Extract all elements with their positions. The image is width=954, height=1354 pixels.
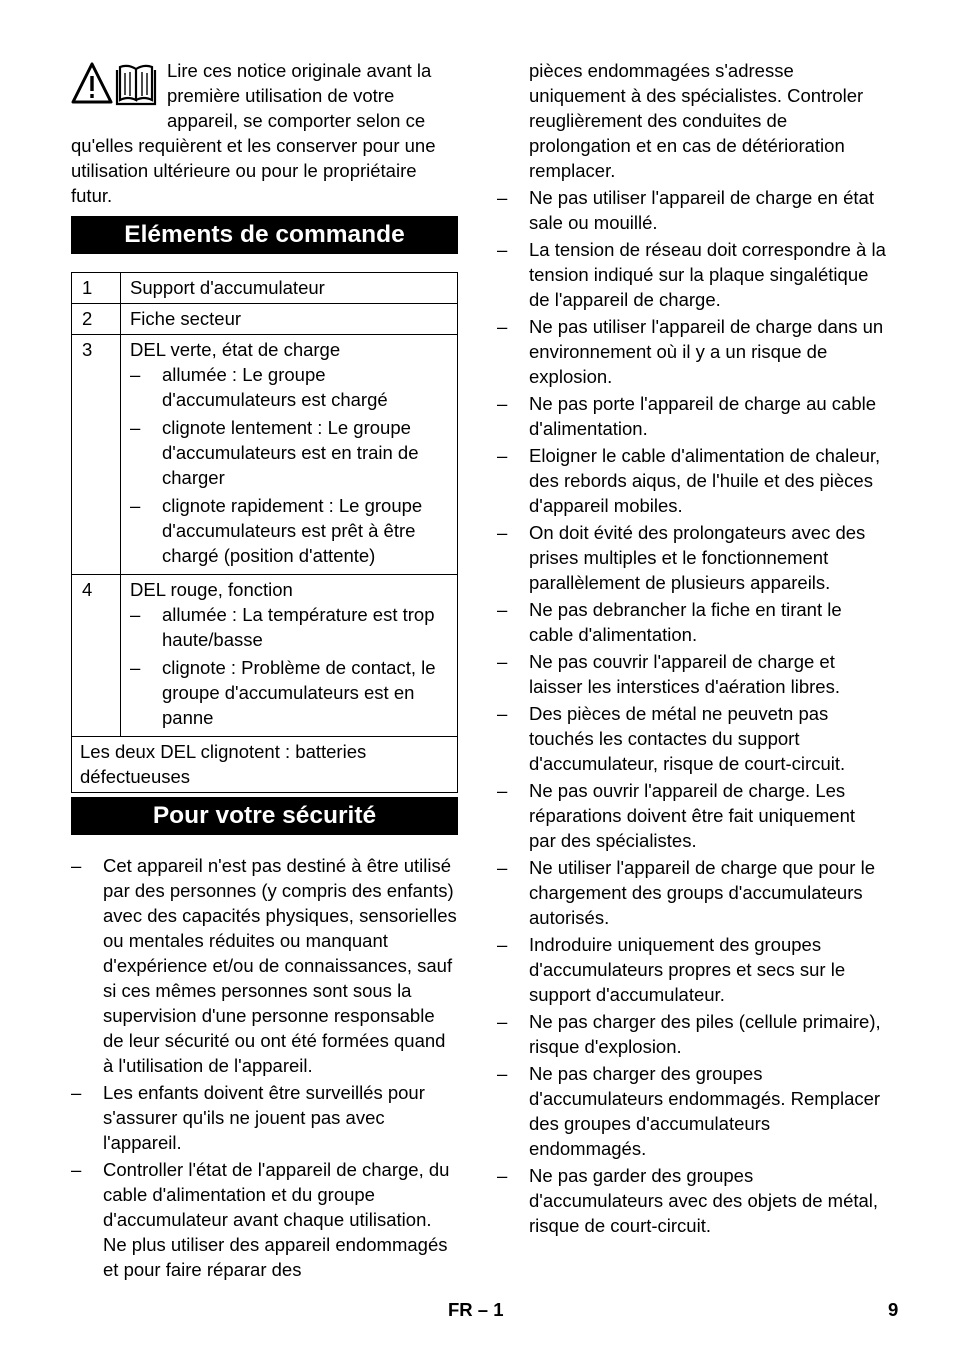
list-item: – Ne pas debrancher la fiche en tirant le cable d'alimentation. <box>497 597 886 647</box>
elements-table <box>71 272 458 793</box>
row-content <box>121 575 458 737</box>
table-row <box>72 335 458 575</box>
list-item: – clignote : Problème de contact, le groupe d'accumulateurs est en panne <box>130 655 453 730</box>
list-item: – Les enfants doivent être surveillés pour s'assurer qu'ils ne jouent pas avec l'appareil. <box>71 1080 458 1155</box>
list-item: – clignote lentement : Le groupe d'accumulateurs est en train de charger <box>130 415 453 490</box>
section-heading-elements: Eléments de commande <box>71 216 458 254</box>
list-item: – Ne pas charger des groupes d'accumulateurs endommagés. Remplacer des groupes d'accumulateurs endommagés. <box>497 1061 886 1161</box>
intro-text: Lire ces notice originale avant la première utilisation de votre appareil, se comporter selon ce qu'elles requièrent et les conserver pour une utilisation ultérieure ou pour le propriétaire futur. <box>71 60 436 206</box>
page-number: 9 <box>888 1299 899 1320</box>
safety-continuation-text: pièces endommagées s'adresse uniquement à des spécialistes. Controler reuglièrement des conduites de prolongation et en cas de détérioration remplacer. <box>529 60 864 181</box>
row-number: 3 <box>72 335 121 575</box>
row-content <box>121 273 458 304</box>
list-item: – On doit évité des prolongateurs avec des prises multiples et le fonctionnement parallèlement de plusieurs appareils. <box>497 520 886 595</box>
table-footer-note: Les deux DEL clignotent : batteries défectueuses <box>72 737 458 793</box>
row-content <box>121 304 458 335</box>
row-label: Fiche secteur <box>130 308 242 329</box>
footer-section-label: FR – 1 <box>448 1299 504 1320</box>
list-item: – Ne pas porte l'appareil de charge au cable d'alimentation. <box>497 391 886 441</box>
manual-book-icon <box>117 66 155 104</box>
list-item: – Ne pas charger des piles (cellule primaire), risque d'explosion. <box>497 1009 886 1059</box>
row-label: DEL rouge, fonction <box>130 579 293 600</box>
table-row <box>72 304 458 335</box>
row-sublist <box>130 362 453 568</box>
list-item: – Controller l'état de l'appareil de charge, du cable d'alimentation et du groupe d'accumulateur avant chaque utilisation. Ne plus utiliser des appareil endommagés et pour faire réparar des <box>71 1157 458 1282</box>
list-item: – Ne pas ouvrir l'appareil de charge. Les réparations doivent être fait uniquement par des spécialistes. <box>497 778 886 853</box>
row-number: 4 <box>72 575 121 737</box>
list-item: – La tension de réseau doit correspondre à la tension indiqué sur la plaque singalétique de l'appareil de charge. <box>497 237 886 312</box>
right-column <box>497 58 886 1240</box>
intro-block <box>71 58 458 208</box>
row-sublist <box>130 602 453 730</box>
list-item: – allumée : La température est trop haute/basse <box>130 602 453 652</box>
list-item: – clignote rapidement : Le groupe d'accumulateurs est prêt à être chargé (position d'attente) <box>130 493 453 568</box>
list-item: – Ne pas utiliser l'appareil de charge dans un environnement où il y a un risque de explosion. <box>497 314 886 389</box>
row-label: Support d'accumulateur <box>130 277 325 298</box>
safety-list-right <box>497 185 886 1238</box>
row-number: 2 <box>72 304 121 335</box>
list-item: – Cet appareil n'est pas destiné à être utilisé par des personnes (y compris des enfants) avec des capacités physiques, sensorielles ou mentales réduites ou manquant d'expérience et/ou de connaissances, sauf si ces mêmes personnes sont sous la supervision d'une personne responsable de leur sécurité ou ont été formées quand à l'utilisation de l'appareil. <box>71 853 458 1078</box>
list-item: – Indroduire uniquement des groupes d'accumulateurs propres et secs sur le support d'accumulateur. <box>497 932 886 1007</box>
row-number: 1 <box>72 273 121 304</box>
section-heading-safety: Pour votre sécurité <box>71 797 458 835</box>
table-row <box>72 575 458 737</box>
list-item: – Eloigner le cable d'alimentation de chaleur, des rebords aiqus, de l'huile et des pièces d'appareil mobiles. <box>497 443 886 518</box>
left-column <box>71 58 458 1284</box>
safety-list-left <box>71 853 458 1282</box>
warning-triangle-icon <box>73 64 111 102</box>
list-item: – allumée : Le groupe d'accumulateurs est chargé <box>130 362 453 412</box>
list-item: – Des pièces de métal ne peuvetn pas touchés les contactes du support d'accumulateur, risque de court-circuit. <box>497 701 886 776</box>
list-item: – Ne utiliser l'appareil de charge que pour le chargement des groups d'accumulateurs autorisés. <box>497 855 886 930</box>
list-item: – Ne pas couvrir l'appareil de charge et laisser les interstices d'aération libres. <box>497 649 886 699</box>
table-footer-row <box>72 737 458 793</box>
table-row <box>72 273 458 304</box>
row-label: DEL verte, état de charge <box>130 339 341 360</box>
warning-manual-icons <box>71 61 159 109</box>
list-item: – Ne pas garder des groupes d'accumulateurs avec des objets de métal, risque de court-circuit. <box>497 1163 886 1238</box>
list-item: – Ne pas utiliser l'appareil de charge en état sale ou mouillé. <box>497 185 886 235</box>
row-content <box>121 335 458 575</box>
